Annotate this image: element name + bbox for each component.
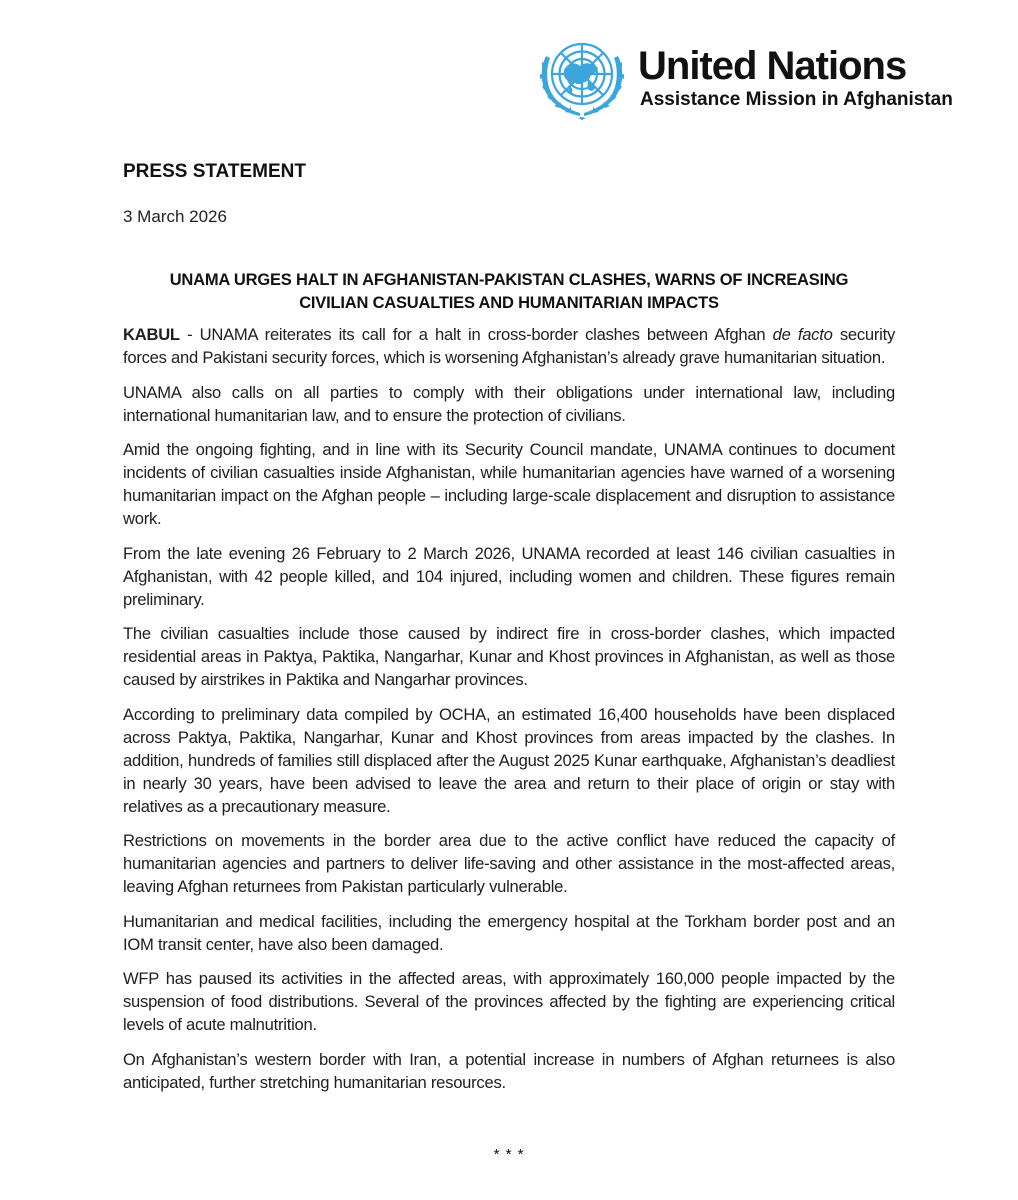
paragraph-1-italic: de facto [772,325,833,344]
org-subtitle: Assistance Mission in Afghanistan [640,89,953,110]
paragraph-1-rest: security forces and Pakistani security forces, which is worsening Afghanistan’s already grave humanitarian situation. [123,325,896,367]
letterhead [534,32,974,122]
dateline: KABUL [123,325,180,344]
paragraph-9: WFP has paused its activities in the affected areas, with approximately 160,000 people impacted by the suspension of food distributions. Several of the provinces affected by the fighting are experiencing critical levels of acute malnutrition. [123,969,895,1034]
end-mark: * * * [493,1146,525,1163]
paragraph-4: From the late evening 26 February to 2 March 2026, UNAMA recorded at least 146 civilian casualties in Afghanistan, with 42 people killed, and 104 injured, including women and children. These figures remain preliminary. [123,543,895,609]
document-type: PRESS STATEMENT [123,161,306,182]
un-emblem-icon [534,32,630,122]
paragraph-3: Amid the ongoing fighting, and in line with its Security Council mandate, UNAMA continues to document incidents of civilian casualties inside Afghanistan, while humanitarian agencies have warned of a worsening humanitarian impact on the Afghan people – including large-scale displacement and disruption to assistance work. [123,440,895,528]
headline [123,269,895,315]
paragraph-1-lead: - UNAMA reiterates its call for a halt in cross-border clashes between Afghan [179,325,773,344]
paragraph-6: According to preliminary data compiled by OCHA, an estimated 16,400 households have been displaced across Paktya, Paktika, Nangarhar, Kunar and Khost provinces from areas impacted by the clashes. In addition, hundreds of families still displaced after the August 2025 Kunar earthquake, Afghanistan’s deadliest in nearly 30 years, have been advised to leave the area and return to their place of origin or stay with relatives as a precautionary measure. [123,704,895,816]
headline-line-2: CIVILIAN CASUALTIES AND HUMANITARIAN IMPACTS [299,294,719,312]
org-name: United Nations [638,44,907,88]
headline-line-1: UNAMA URGES HALT IN AFGHANISTAN-PAKISTAN CLASHES, WARNS OF INCREASING [169,271,849,289]
paragraph-7: Restrictions on movements in the border area due to the active conflict have reduced the capacity of humanitarian agencies and partners to deliver life-saving and other assistance in the most-affected areas, leaving Afghan returnees from Pakistan particularly vulnerable. [123,831,895,896]
document-date: 3 March 2026 [123,207,227,226]
paragraph-5: The civilian casualties include those caused by indirect fire in cross-border clashes, which impacted residential areas in Paktya, Paktika, Nangarhar, Kunar and Khost provinces in Afghanistan, as well as those caused by airstrikes in Paktika and Nangarhar provinces. [123,624,895,689]
paragraph-8: Humanitarian and medical facilities, including the emergency hospital at the Torkham border post and an IOM transit center, have also been damaged. [123,911,895,954]
paragraph-2: UNAMA also calls on all parties to comply with their obligations under international law, including international humanitarian law, and to ensure the protection of civilians. [123,382,895,425]
paragraph-10: On Afghanistan’s western border with Iran, a potential increase in numbers of Afghan returnees is also anticipated, further stretching humanitarian resources. [123,1049,895,1092]
paragraph-1 [123,323,895,369]
statement-body [123,323,895,1105]
